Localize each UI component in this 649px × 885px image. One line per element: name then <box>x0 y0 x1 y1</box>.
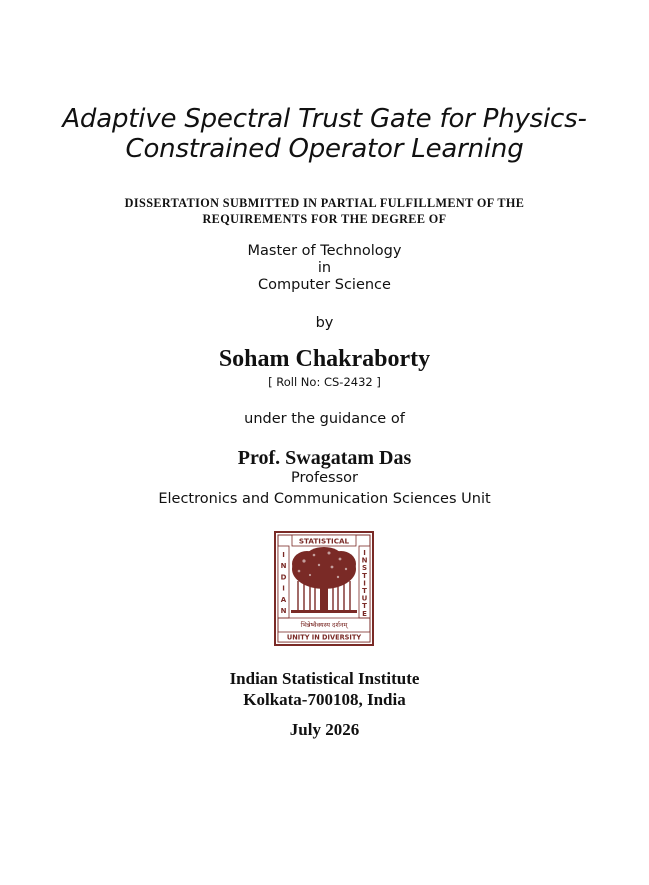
institute-block <box>100 668 549 710</box>
thesis-title-line-2: Constrained Operator Learning <box>125 134 524 164</box>
author-name: Soham Chakraborty <box>218 346 431 372</box>
logo-hindi-motto: भिन्नेष्वैक्यस्य दर्शनम् <box>300 621 348 629</box>
degree-field: Computer Science <box>258 277 391 293</box>
supervisor-title: Professor <box>291 470 358 486</box>
roll-number: [ Roll No: CS-2432 ] <box>268 375 381 389</box>
degree-block <box>100 243 549 294</box>
supervisor-name: Prof. Swagatam Das <box>237 447 412 469</box>
submission-date: July 2026 <box>289 720 360 739</box>
institute-location: Kolkata-700108, India <box>243 690 406 709</box>
thesis-title-line-1: Adaptive Spectral Trust Gate for Physics- <box>62 104 587 134</box>
supervisor-unit: Electronics and Communication Sciences Unit <box>158 491 491 507</box>
logo-motto: UNITY IN DIVERSITY <box>286 633 362 642</box>
submission-line-2: REQUIREMENTS FOR THE DEGREE OF <box>202 212 447 226</box>
degree-name: Master of Technology <box>247 243 402 259</box>
isi-logo <box>274 531 374 646</box>
logo-top-text: STATISTICAL <box>298 536 350 546</box>
submission-line-1: DISSERTATION SUBMITTED IN PARTIAL FULFILLMENT OF THE <box>124 196 525 210</box>
institute-name: Indian Statistical Institute <box>229 669 420 688</box>
degree-connector: in <box>317 260 332 276</box>
by-label: by <box>315 315 334 331</box>
submission-statement <box>60 195 589 227</box>
thesis-title <box>40 104 609 164</box>
logo-left-text: I N D I A N <box>280 551 287 615</box>
logo-right-text: I N S T I T U T E <box>361 549 368 618</box>
guidance-label: under the guidance of <box>244 411 405 427</box>
